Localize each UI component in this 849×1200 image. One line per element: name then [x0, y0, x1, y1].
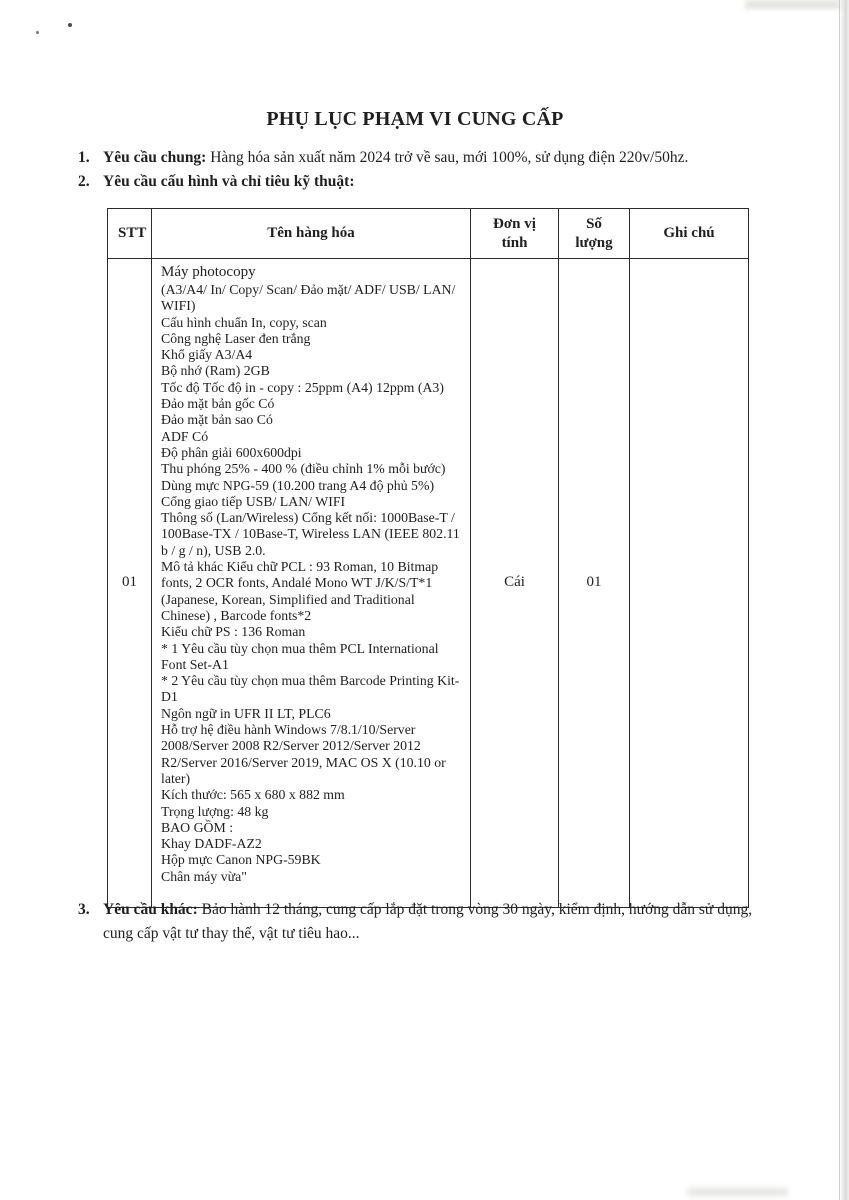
- scan-edge-right: [839, 0, 849, 1200]
- spec-line: Khay DADF-AZ2: [161, 836, 262, 852]
- spec-line: * 1 Yêu cầu tùy chọn mua thêm PCL International Font Set-A1: [161, 640, 439, 672]
- spec-line: Mô tả khác Kiểu chữ PCL : 93 Roman, 10 Bitmap fonts, 2 OCR fonts, Andalé Mono WT J/K/S/T*1 (Japanese, Korean, Simplified and Traditional Chinese) , Barcode fonts*2: [161, 559, 439, 623]
- item-number: 1.: [78, 149, 90, 166]
- item-text: [103, 146, 770, 170]
- spec-line: Chân máy vừa": [161, 868, 247, 884]
- scan-smudge-top: [745, 0, 840, 9]
- scan-smudge-bottom: [688, 1188, 788, 1196]
- cell-description: [152, 259, 471, 908]
- requirement-item-1: [78, 146, 770, 170]
- spec-line: Hộp mực Canon NPG-59BK: [161, 852, 321, 868]
- spec-line: (A3/A4/ In/ Copy/ Scan/ Đảo mặt/ ADF/ USB/ LAN/ WIFI): [161, 282, 456, 314]
- spec-line: Tốc độ Tốc độ in - copy : 25ppm (A4) 12ppm (A3): [161, 379, 444, 395]
- cell-stt: 01: [108, 259, 152, 908]
- spec-line: Thu phóng 25% - 400 % (điều chỉnh 1% mỗi bước): [161, 461, 446, 477]
- spec-line: Bộ nhớ (Ram) 2GB: [161, 363, 270, 379]
- scan-speck: [68, 23, 72, 27]
- spec-line: * 2 Yêu cầu tùy chọn mua thêm Barcode Printing Kit-D1: [161, 673, 460, 705]
- table-header-row: [108, 209, 749, 259]
- cell-unit: Cái: [471, 259, 559, 908]
- spec-line: Độ phân giải 600x600dpi: [161, 444, 302, 460]
- item-text: [103, 170, 770, 194]
- scan-speck: [35, 30, 39, 34]
- item-label: Yêu cầu cấu hình và chỉ tiêu kỹ thuật:: [103, 173, 355, 190]
- spec-line: ADF Có: [161, 428, 209, 444]
- header-quantity: Số lượng: [559, 209, 630, 259]
- spec-line: Đảo mặt bản gốc Có: [161, 396, 275, 412]
- product-name: Máy photocopy: [161, 264, 256, 280]
- item-body: Hàng hóa sản xuất năm 2024 trở về sau, mới 100%, sử dụng điện 220v/50hz.: [210, 149, 689, 166]
- page-title: PHỤ LỤC PHẠM VI CUNG CẤP: [266, 108, 564, 130]
- header-unit: Đơn vị tính: [471, 209, 559, 259]
- spec-line: Trọng lượng: 48 kg: [161, 803, 269, 819]
- requirements-list: [78, 146, 770, 194]
- header-note: Ghi chú: [630, 209, 749, 259]
- product-spec-lines: [161, 282, 463, 885]
- spec-line: Khổ giấy A3/A4: [161, 347, 253, 363]
- spec-line: Cấu hình chuẩn In, copy, scan: [161, 314, 327, 330]
- spec-table: [107, 208, 749, 908]
- table-row: [108, 259, 749, 908]
- spec-line: Cổng giao tiếp USB/ LAN/ WIFI: [161, 493, 346, 509]
- item-label: Yêu cầu chung:: [103, 149, 207, 166]
- spec-line: Công nghệ Laser đen trắng: [161, 330, 311, 346]
- header-stt: STT: [108, 209, 152, 259]
- header-product-name: Tên hàng hóa: [152, 209, 471, 259]
- item-text: [103, 898, 778, 945]
- spec-line: Dùng mực NPG-59 (10.200 trang A4 độ phủ 5%): [161, 477, 435, 493]
- requirement-item-2: [78, 170, 770, 194]
- other-requirements: [78, 898, 778, 945]
- spec-line: BAO GỒM :: [161, 819, 234, 835]
- item-label: Yêu cầu khác:: [103, 901, 198, 918]
- spec-line: Ngôn ngữ in UFR II LT, PLC6: [161, 705, 331, 721]
- spec-line: Hỗ trợ hệ điều hành Windows 7/8.1/10/Server 2008/Server 2008 R2/Server 2012/Server 2012 R2/Server 2016/Server 2019, MAC OS X (10.10 or later): [161, 722, 446, 786]
- spec-line: Đảo mặt bản sao Có: [161, 412, 273, 428]
- spec-line: Thông số (Lan/Wireless) Cổng kết nối: 1000Base-T / 100Base-TX / 10Base-T, Wireless LAN (IEEE 802.11 b / g / n), USB 2.0.: [161, 510, 460, 558]
- spec-line: Kiểu chữ PS : 136 Roman: [161, 624, 306, 640]
- spec-line: Kích thước: 565 x 680 x 882 mm: [161, 787, 345, 803]
- item-number: 3.: [78, 901, 90, 918]
- item-body: Bảo hành 12 tháng, cung cấp lắp đặt trong vòng 30 ngày, kiểm định, hướng dẫn sử dụng, cung cấp vật tư thay thế, vật tư tiêu hao...: [103, 901, 753, 942]
- cell-note: [630, 259, 749, 908]
- item-number: 2.: [78, 173, 90, 190]
- cell-quantity: 01: [559, 259, 630, 908]
- requirement-item-3: [78, 898, 778, 945]
